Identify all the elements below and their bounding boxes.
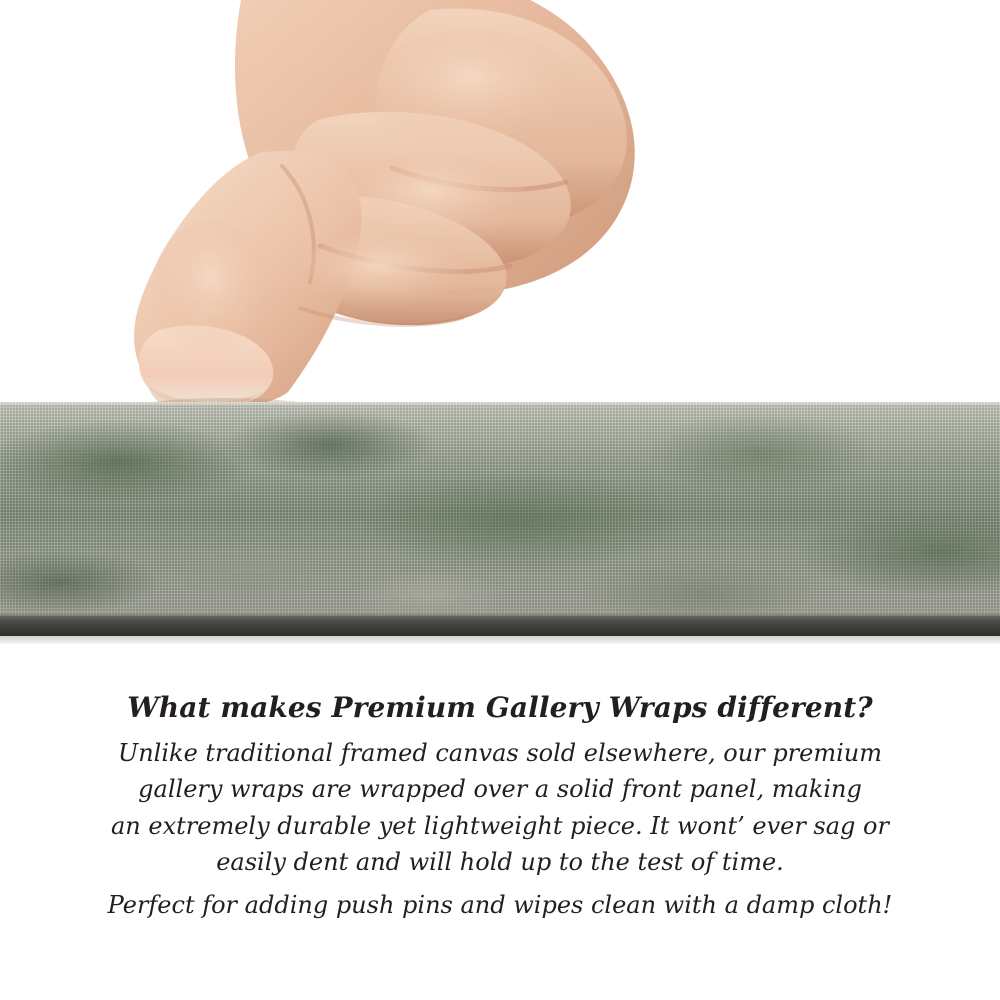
- caption-heading: What makes Premium Gallery Wraps different?: [127, 691, 873, 724]
- canvas-shading: [0, 402, 1000, 618]
- caption-line: an extremely durable yet lightweight piece. It wont’ ever sag or: [111, 811, 889, 840]
- caption-closing-line: Perfect for adding push pins and wipes clean with a damp cloth!: [107, 890, 893, 919]
- canvas-drop-shadow: [0, 636, 1000, 644]
- canvas-bevel-edge: [0, 614, 1000, 636]
- caption-block: [0, 690, 1000, 923]
- caption-line: Unlike traditional framed canvas sold elsewhere, our premium: [117, 739, 882, 767]
- hand-pressing-canvas: [0, 0, 1000, 420]
- gallery-wrap-edge: [0, 402, 1000, 644]
- caption-body: [0, 735, 1000, 923]
- caption-line: easily dent and will hold up to the test of time.: [216, 848, 784, 877]
- caption-line: gallery wraps are wrapped over a solid front panel, making: [138, 775, 862, 804]
